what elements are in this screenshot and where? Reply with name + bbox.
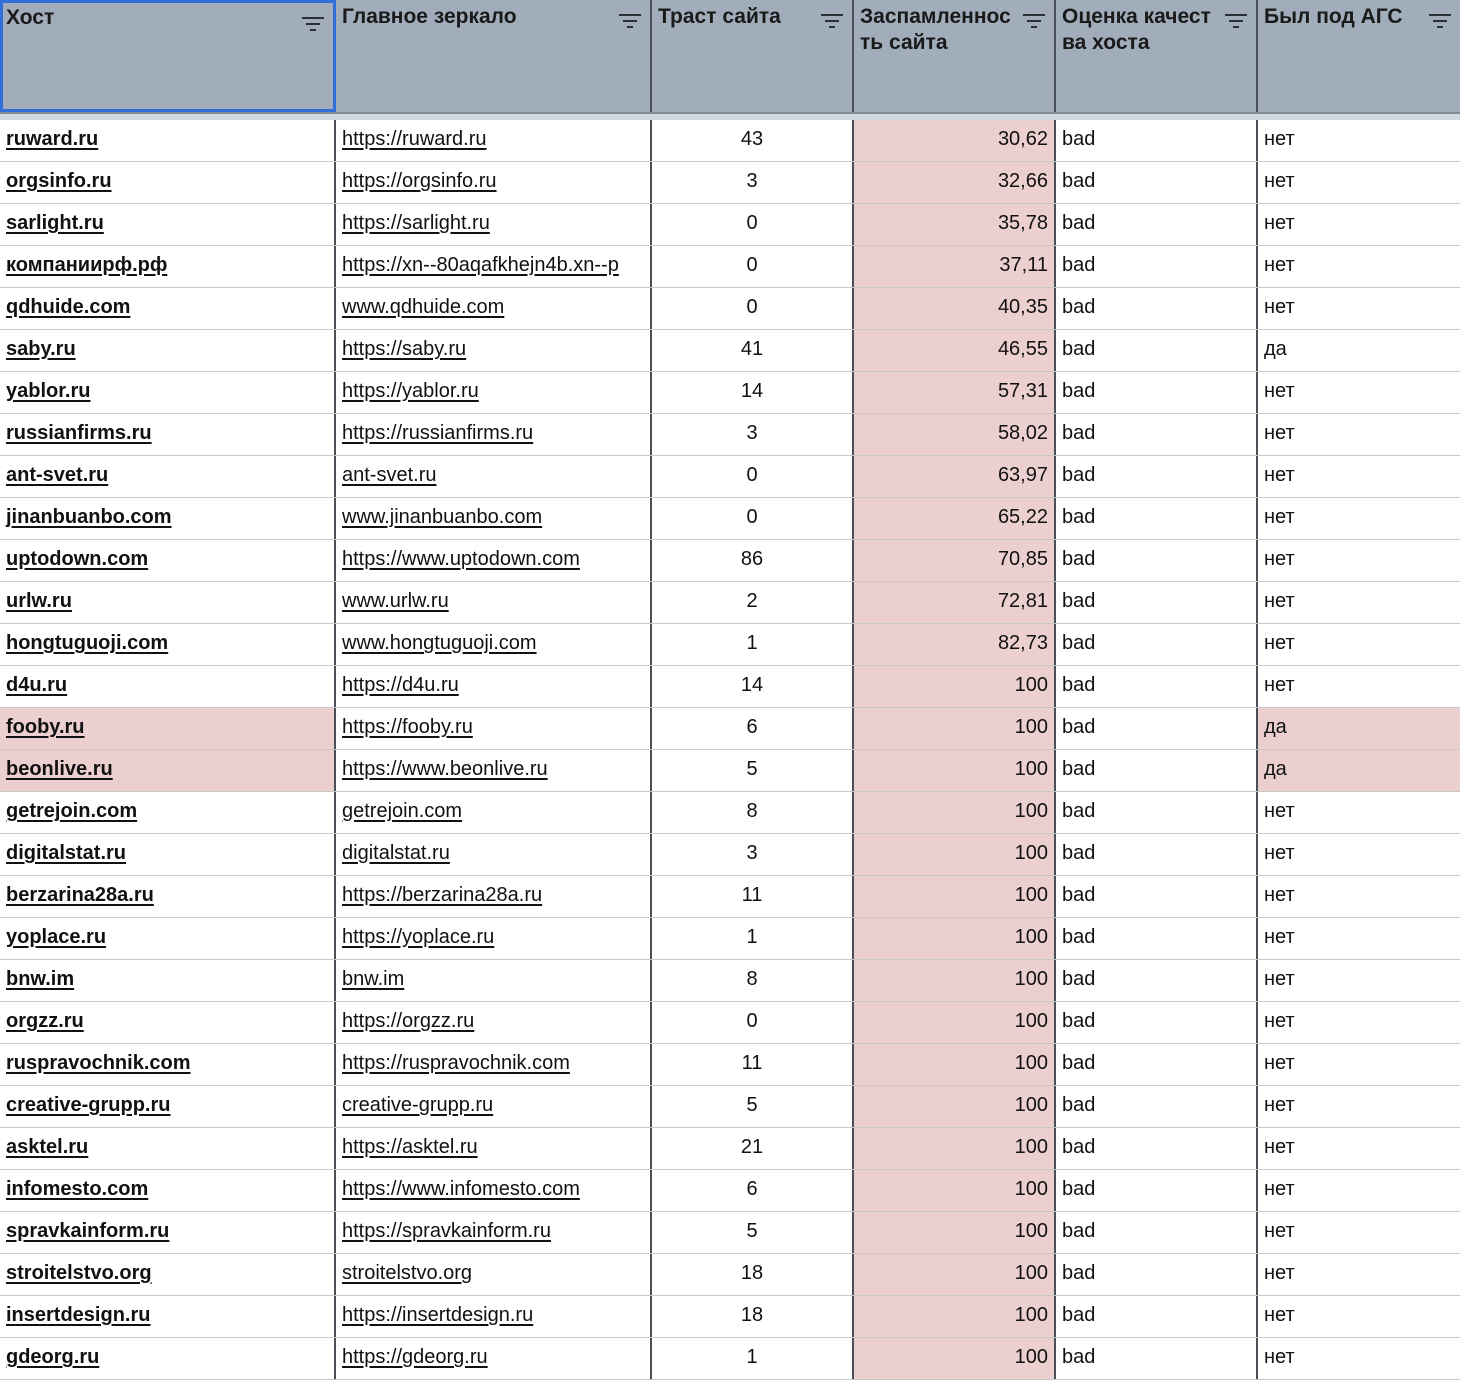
mirror-link[interactable]: creative-grupp.ru xyxy=(342,1094,494,1116)
mirror-link[interactable]: www.hongtuguoji.com xyxy=(342,632,537,654)
cell-trust[interactable]: 6 xyxy=(652,708,854,749)
cell-mirror[interactable] xyxy=(336,288,652,329)
host-link[interactable]: digitalstat.ru xyxy=(6,842,127,864)
host-link[interactable]: d4u.ru xyxy=(6,674,68,696)
host-link[interactable]: creative-grupp.ru xyxy=(6,1094,171,1116)
mirror-link[interactable]: bnw.im xyxy=(342,968,405,990)
host-link[interactable]: beonlive.ru xyxy=(6,758,113,780)
cell-quality[interactable]: bad xyxy=(1056,1086,1258,1127)
cell-host[interactable] xyxy=(0,246,336,287)
cell-host[interactable] xyxy=(0,120,336,161)
cell-ags[interactable]: нет xyxy=(1264,884,1295,906)
cell-ags[interactable]: нет xyxy=(1264,674,1295,696)
mirror-link[interactable]: https://www.beonlive.ru xyxy=(342,758,548,780)
mirror-link[interactable]: https://fooby.ru xyxy=(342,716,473,738)
cell-mirror[interactable] xyxy=(336,1170,652,1211)
cell-mirror[interactable] xyxy=(336,750,652,791)
cell-ags[interactable]: нет xyxy=(1264,1304,1295,1326)
cell-host[interactable] xyxy=(0,288,336,329)
cell-trust[interactable]: 1 xyxy=(652,624,854,665)
cell-host[interactable] xyxy=(0,918,336,959)
cell-quality[interactable]: bad xyxy=(1056,204,1258,245)
cell-ags[interactable]: да xyxy=(1264,338,1287,360)
header-label-ags: Был под АГС xyxy=(1264,5,1403,28)
cell-trust[interactable]: 0 xyxy=(652,204,854,245)
mirror-link[interactable]: www.jinanbuanbo.com xyxy=(342,506,543,528)
cell-host[interactable] xyxy=(0,204,336,245)
table-row xyxy=(0,498,1460,540)
cell-spam[interactable]: 100 xyxy=(854,1254,1056,1295)
cell-host[interactable] xyxy=(0,960,336,1001)
cell-quality[interactable]: bad xyxy=(1056,918,1258,959)
mirror-link[interactable]: ant-svet.ru xyxy=(342,464,437,486)
host-link[interactable]: asktel.ru xyxy=(6,1136,89,1158)
mirror-link[interactable]: https://spravkainform.ru xyxy=(342,1220,551,1242)
mirror-link[interactable]: https://gdeorg.ru xyxy=(342,1346,488,1368)
cell-host[interactable] xyxy=(0,1338,336,1379)
header-label-host: Хост xyxy=(6,6,55,29)
cell-spam[interactable]: 32,66 xyxy=(854,162,1056,203)
cell-spam[interactable]: 100 xyxy=(854,792,1056,833)
table-row xyxy=(0,456,1460,498)
header-cell-ags[interactable] xyxy=(1258,0,1460,112)
cell-host[interactable] xyxy=(0,372,336,413)
host-link[interactable]: russianfirms.ru xyxy=(6,422,152,444)
cell-trust[interactable]: 11 xyxy=(652,876,854,917)
cell-host[interactable] xyxy=(0,834,336,875)
mirror-link[interactable]: https://asktel.ru xyxy=(342,1136,478,1158)
cell-ags[interactable]: нет xyxy=(1264,1094,1295,1116)
filter-icon[interactable] xyxy=(618,13,642,29)
cell-spam[interactable]: 100 xyxy=(854,834,1056,875)
cell-spam[interactable]: 100 xyxy=(854,750,1056,791)
table-row xyxy=(0,120,1460,162)
cell-mirror[interactable] xyxy=(336,1002,652,1043)
cell-host[interactable] xyxy=(0,498,336,539)
cell-mirror[interactable] xyxy=(336,204,652,245)
cell-spam[interactable]: 72,81 xyxy=(854,582,1056,623)
cell-host[interactable] xyxy=(0,1254,336,1295)
cell-ags[interactable]: нет xyxy=(1264,632,1295,654)
table-row xyxy=(0,540,1460,582)
mirror-link[interactable]: digitalstat.ru xyxy=(342,842,450,864)
cell-quality[interactable]: bad xyxy=(1056,540,1258,581)
cell-spam[interactable]: 100 xyxy=(854,708,1056,749)
cell-trust[interactable]: 0 xyxy=(652,246,854,287)
cell-spam[interactable]: 100 xyxy=(854,1296,1056,1337)
cell-spam[interactable]: 40,35 xyxy=(854,288,1056,329)
table-row xyxy=(0,792,1460,834)
cell-ags[interactable]: нет xyxy=(1264,212,1295,234)
cell-quality[interactable]: bad xyxy=(1056,120,1258,161)
cell-mirror[interactable] xyxy=(336,246,652,287)
mirror-link[interactable]: https://ruward.ru xyxy=(342,128,487,150)
cell-quality[interactable]: bad xyxy=(1056,1128,1258,1169)
mirror-link[interactable]: https://www.uptodown.com xyxy=(342,548,580,570)
cell-spam[interactable]: 57,31 xyxy=(854,372,1056,413)
cell-quality[interactable]: bad xyxy=(1056,1212,1258,1253)
table-row xyxy=(0,1254,1460,1296)
mirror-link[interactable]: https://saby.ru xyxy=(342,338,467,360)
host-link[interactable]: stroitelstvo.org xyxy=(6,1262,152,1284)
cell-quality[interactable]: bad xyxy=(1056,1338,1258,1379)
cell-trust[interactable]: 5 xyxy=(652,1212,854,1253)
cell-ags[interactable]: нет xyxy=(1264,380,1295,402)
cell-ags[interactable]: нет xyxy=(1264,842,1295,864)
cell-spam[interactable]: 35,78 xyxy=(854,204,1056,245)
table-row xyxy=(0,1170,1460,1212)
host-link[interactable]: uptodown.com xyxy=(6,548,149,570)
table-row xyxy=(0,1296,1460,1338)
cell-mirror[interactable] xyxy=(336,1296,652,1337)
cell-host[interactable] xyxy=(0,666,336,707)
header-cell-quality[interactable] xyxy=(1056,0,1258,112)
cell-host[interactable] xyxy=(0,1296,336,1337)
cell-ags[interactable]: нет xyxy=(1264,1220,1295,1242)
host-link[interactable]: orgzz.ru xyxy=(6,1010,84,1032)
cell-mirror[interactable] xyxy=(336,834,652,875)
cell-trust[interactable]: 1 xyxy=(652,1338,854,1379)
cell-ags[interactable]: нет xyxy=(1264,1136,1295,1158)
cell-quality[interactable]: bad xyxy=(1056,1002,1258,1043)
cell-mirror[interactable] xyxy=(336,1128,652,1169)
table-row xyxy=(0,624,1460,666)
cell-spam[interactable]: 58,02 xyxy=(854,414,1056,455)
cell-mirror[interactable] xyxy=(336,330,652,371)
host-link[interactable]: fooby.ru xyxy=(6,716,85,738)
host-link[interactable]: jinanbuanbo.com xyxy=(6,506,172,528)
cell-mirror[interactable] xyxy=(336,1254,652,1295)
cell-ags[interactable]: нет xyxy=(1264,800,1295,822)
cell-trust[interactable]: 3 xyxy=(652,414,854,455)
cell-spam[interactable]: 100 xyxy=(854,1044,1056,1085)
cell-quality[interactable]: bad xyxy=(1056,288,1258,329)
table-row xyxy=(0,330,1460,372)
cell-host[interactable] xyxy=(0,1002,336,1043)
cell-spam[interactable]: 63,97 xyxy=(854,456,1056,497)
cell-trust[interactable]: 5 xyxy=(652,1086,854,1127)
cell-spam[interactable]: 46,55 xyxy=(854,330,1056,371)
cell-mirror[interactable] xyxy=(336,162,652,203)
cell-trust[interactable]: 18 xyxy=(652,1296,854,1337)
cell-quality[interactable]: bad xyxy=(1056,1296,1258,1337)
host-link[interactable]: hongtuguoji.com xyxy=(6,632,169,654)
cell-ags[interactable]: нет xyxy=(1264,1262,1295,1284)
cell-quality[interactable]: bad xyxy=(1056,624,1258,665)
cell-trust[interactable]: 2 xyxy=(652,582,854,623)
cell-spam[interactable]: 100 xyxy=(854,876,1056,917)
cell-mirror[interactable] xyxy=(336,624,652,665)
cell-quality[interactable]: bad xyxy=(1056,750,1258,791)
filter-icon[interactable] xyxy=(1022,13,1046,29)
table-row xyxy=(0,372,1460,414)
cell-trust[interactable]: 5 xyxy=(652,750,854,791)
header-cell-mirror[interactable] xyxy=(336,0,652,112)
cell-ags[interactable]: нет xyxy=(1264,254,1295,276)
table-row xyxy=(0,1338,1460,1380)
table-row xyxy=(0,162,1460,204)
cell-trust[interactable]: 41 xyxy=(652,330,854,371)
host-link[interactable]: yablor.ru xyxy=(6,380,91,402)
host-link[interactable]: bnw.im xyxy=(6,968,75,990)
host-link[interactable]: ant-svet.ru xyxy=(6,464,109,486)
table-row xyxy=(0,834,1460,876)
cell-host[interactable] xyxy=(0,750,336,791)
table-row xyxy=(0,246,1460,288)
mirror-link[interactable]: https://insertdesign.ru xyxy=(342,1304,534,1326)
mirror-link[interactable]: www.qdhuide.com xyxy=(342,296,505,318)
header-cell-host[interactable] xyxy=(0,0,336,112)
cell-host[interactable] xyxy=(0,162,336,203)
cell-ags[interactable]: да xyxy=(1258,750,1460,791)
mirror-link[interactable]: https://sarlight.ru xyxy=(342,212,490,234)
header-label-quality: Оценка качества хоста xyxy=(1062,5,1211,54)
filter-icon[interactable] xyxy=(1224,13,1248,29)
cell-ags[interactable]: нет xyxy=(1264,1052,1295,1074)
cell-trust[interactable]: 43 xyxy=(652,120,854,161)
host-link[interactable]: berzarina28a.ru xyxy=(6,884,154,906)
cell-mirror[interactable] xyxy=(336,456,652,497)
cell-trust[interactable]: 0 xyxy=(652,1002,854,1043)
cell-ags[interactable]: нет xyxy=(1264,548,1295,570)
cell-quality[interactable]: bad xyxy=(1056,246,1258,287)
cell-trust[interactable]: 11 xyxy=(652,1044,854,1085)
cell-host[interactable] xyxy=(0,1170,336,1211)
host-link[interactable]: ruward.ru xyxy=(6,128,99,150)
cell-spam[interactable]: 70,85 xyxy=(854,540,1056,581)
host-link[interactable]: saby.ru xyxy=(6,338,76,360)
cell-ags[interactable]: нет xyxy=(1264,170,1295,192)
mirror-link[interactable]: https://russianfirms.ru xyxy=(342,422,534,444)
table-row xyxy=(0,1002,1460,1044)
table-body xyxy=(0,120,1460,1380)
cell-host[interactable] xyxy=(0,330,336,371)
host-link[interactable]: getrejoin.com xyxy=(6,800,138,822)
cell-quality[interactable]: bad xyxy=(1056,834,1258,875)
table-row xyxy=(0,288,1460,330)
cell-host[interactable] xyxy=(0,624,336,665)
host-link[interactable]: urlw.ru xyxy=(6,590,72,612)
header-cell-spam[interactable] xyxy=(854,0,1056,112)
cell-quality[interactable]: bad xyxy=(1056,456,1258,497)
host-link[interactable]: sarlight.ru xyxy=(6,212,104,234)
host-link[interactable]: orgsinfo.ru xyxy=(6,170,112,192)
host-link[interactable]: ruspravochnik.com xyxy=(6,1052,191,1074)
cell-quality[interactable]: bad xyxy=(1056,498,1258,539)
mirror-link[interactable]: www.urlw.ru xyxy=(342,590,449,612)
mirror-link[interactable]: stroitelstvo.org xyxy=(342,1262,473,1284)
cell-trust[interactable]: 21 xyxy=(652,1128,854,1169)
header-cell-trust[interactable] xyxy=(652,0,854,112)
cell-mirror[interactable] xyxy=(336,918,652,959)
cell-ags[interactable]: нет xyxy=(1264,968,1295,990)
cell-ags[interactable]: нет xyxy=(1264,926,1295,948)
cell-mirror[interactable] xyxy=(336,120,652,161)
cell-host[interactable] xyxy=(0,582,336,623)
cell-ags[interactable]: нет xyxy=(1264,1178,1295,1200)
cell-mirror[interactable] xyxy=(336,1086,652,1127)
cell-spam[interactable]: 100 xyxy=(854,666,1056,707)
cell-ags[interactable]: нет xyxy=(1264,464,1295,486)
mirror-link[interactable]: https://berzarina28a.ru xyxy=(342,884,543,906)
cell-host[interactable] xyxy=(0,456,336,497)
cell-ags[interactable]: нет xyxy=(1264,506,1295,528)
cell-spam[interactable]: 100 xyxy=(854,1170,1056,1211)
filter-icon[interactable] xyxy=(820,13,844,29)
table-row xyxy=(0,1086,1460,1128)
table-row xyxy=(0,750,1460,792)
filter-icon[interactable] xyxy=(301,16,325,32)
cell-host[interactable] xyxy=(0,540,336,581)
table-row xyxy=(0,708,1460,750)
cell-mirror[interactable] xyxy=(336,666,652,707)
cell-trust[interactable]: 18 xyxy=(652,1254,854,1295)
cell-quality[interactable]: bad xyxy=(1056,330,1258,371)
cell-spam[interactable]: 37,11 xyxy=(854,246,1056,287)
cell-quality[interactable]: bad xyxy=(1056,708,1258,749)
cell-host[interactable] xyxy=(0,708,336,749)
cell-ags[interactable]: да xyxy=(1258,708,1460,749)
table-row xyxy=(0,1128,1460,1170)
cell-quality[interactable]: bad xyxy=(1056,1044,1258,1085)
cell-quality[interactable]: bad xyxy=(1056,582,1258,623)
cell-host[interactable] xyxy=(0,1086,336,1127)
cell-ags[interactable]: нет xyxy=(1264,590,1295,612)
cell-spam[interactable]: 100 xyxy=(854,1086,1056,1127)
cell-quality[interactable]: bad xyxy=(1056,1254,1258,1295)
table-row xyxy=(0,1212,1460,1254)
cell-mirror[interactable] xyxy=(336,582,652,623)
mirror-link[interactable]: https://orgsinfo.ru xyxy=(342,170,497,192)
table-row xyxy=(0,666,1460,708)
cell-quality[interactable]: bad xyxy=(1056,666,1258,707)
cell-trust[interactable]: 1 xyxy=(652,918,854,959)
cell-spam[interactable]: 100 xyxy=(854,1338,1056,1379)
table-row xyxy=(0,414,1460,456)
cell-quality[interactable]: bad xyxy=(1056,1170,1258,1211)
cell-quality[interactable]: bad xyxy=(1056,372,1258,413)
host-link[interactable]: insertdesign.ru xyxy=(6,1304,151,1326)
cell-spam[interactable]: 100 xyxy=(854,918,1056,959)
cell-quality[interactable]: bad xyxy=(1056,162,1258,203)
host-link[interactable]: spravkainform.ru xyxy=(6,1220,170,1242)
table-row xyxy=(0,582,1460,624)
mirror-link[interactable]: https://orgzz.ru xyxy=(342,1010,475,1032)
host-link[interactable]: infomesto.com xyxy=(6,1178,149,1200)
cell-trust[interactable]: 8 xyxy=(652,960,854,1001)
cell-ags[interactable]: нет xyxy=(1264,422,1295,444)
cell-ags[interactable]: нет xyxy=(1264,1010,1295,1032)
table-row xyxy=(0,876,1460,918)
table-row xyxy=(0,1044,1460,1086)
table-header xyxy=(0,0,1460,114)
host-link[interactable]: yoplace.ru xyxy=(6,926,107,948)
header-label-trust: Траст сайта xyxy=(658,5,781,28)
cell-trust[interactable]: 0 xyxy=(652,498,854,539)
host-link[interactable]: компаниирф.рф xyxy=(6,254,168,276)
cell-spam[interactable]: 100 xyxy=(854,1212,1056,1253)
header-label-spam: Заспамленность сайта xyxy=(860,5,1011,54)
cell-quality[interactable]: bad xyxy=(1056,414,1258,455)
cell-mirror[interactable] xyxy=(336,792,652,833)
cell-spam[interactable]: 100 xyxy=(854,960,1056,1001)
cell-host[interactable] xyxy=(0,1128,336,1169)
host-link[interactable]: qdhuide.com xyxy=(6,296,131,318)
cell-mirror[interactable] xyxy=(336,498,652,539)
mirror-link[interactable]: getrejoin.com xyxy=(342,800,463,822)
table-row xyxy=(0,960,1460,1002)
header-label-mirror: Главное зеркало xyxy=(342,5,517,28)
cell-mirror[interactable] xyxy=(336,1338,652,1379)
cell-host[interactable] xyxy=(0,1212,336,1253)
cell-mirror[interactable] xyxy=(336,1212,652,1253)
cell-trust[interactable]: 3 xyxy=(652,834,854,875)
mirror-link[interactable]: https://d4u.ru xyxy=(342,674,459,696)
cell-host[interactable] xyxy=(0,1044,336,1085)
cell-trust[interactable]: 8 xyxy=(652,792,854,833)
cell-host[interactable] xyxy=(0,876,336,917)
cell-mirror[interactable] xyxy=(336,1044,652,1085)
filter-icon[interactable] xyxy=(1428,13,1452,29)
cell-ags[interactable]: нет xyxy=(1264,1346,1295,1368)
cell-trust[interactable]: 14 xyxy=(652,372,854,413)
cell-trust[interactable]: 14 xyxy=(652,666,854,707)
cell-mirror[interactable] xyxy=(336,708,652,749)
cell-host[interactable] xyxy=(0,792,336,833)
cell-mirror[interactable] xyxy=(336,960,652,1001)
cell-ags[interactable]: нет xyxy=(1264,296,1295,318)
cell-ags[interactable]: нет xyxy=(1264,128,1295,150)
mirror-link[interactable]: https://www.infomesto.com xyxy=(342,1178,580,1200)
cell-trust[interactable]: 0 xyxy=(652,288,854,329)
cell-mirror[interactable] xyxy=(336,876,652,917)
mirror-link[interactable]: https://yablor.ru xyxy=(342,380,479,402)
cell-trust[interactable]: 0 xyxy=(652,456,854,497)
cell-mirror[interactable] xyxy=(336,414,652,455)
cell-spam[interactable]: 100 xyxy=(854,1002,1056,1043)
cell-quality[interactable]: bad xyxy=(1056,960,1258,1001)
cell-trust[interactable]: 3 xyxy=(652,162,854,203)
table-row xyxy=(0,918,1460,960)
cell-quality[interactable]: bad xyxy=(1056,876,1258,917)
cell-spam[interactable]: 100 xyxy=(854,1128,1056,1169)
mirror-link[interactable]: https://ruspravochnik.com xyxy=(342,1052,570,1074)
host-link[interactable]: gdeorg.ru xyxy=(6,1346,100,1368)
cell-mirror[interactable] xyxy=(336,540,652,581)
mirror-link[interactable]: https://yoplace.ru xyxy=(342,926,495,948)
cell-spam[interactable]: 30,62 xyxy=(854,120,1056,161)
cell-trust[interactable]: 86 xyxy=(652,540,854,581)
cell-spam[interactable]: 82,73 xyxy=(854,624,1056,665)
cell-spam[interactable]: 65,22 xyxy=(854,498,1056,539)
cell-mirror[interactable] xyxy=(336,372,652,413)
cell-host[interactable] xyxy=(0,414,336,455)
cell-quality[interactable]: bad xyxy=(1056,792,1258,833)
mirror-link[interactable]: https://xn--80aqafkhejn4b.xn--p xyxy=(342,254,619,276)
table-row xyxy=(0,204,1460,246)
cell-trust[interactable]: 6 xyxy=(652,1170,854,1211)
